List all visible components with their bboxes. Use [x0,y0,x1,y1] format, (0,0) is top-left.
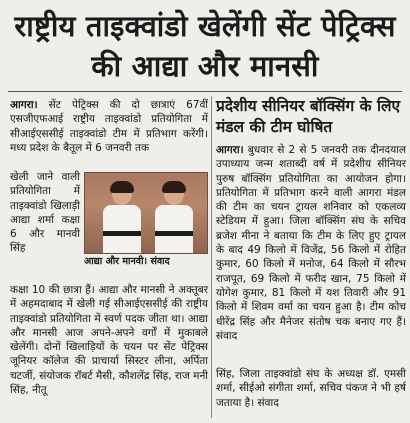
left-dateline: आगरा। [10,99,38,111]
athlete-figure [151,181,197,253]
right-article-body [216,143,406,343]
main-headline: राष्ट्रीय ताइक्वांडो खेलेंगी सेंट पेट्रिक्स की आद्या और मानसी [14,9,396,83]
left-paragraph-bottom: कक्षा 10 की छात्रा हैं। आद्या और मानसी ने अक्तूबर में अहमदाबाद में खेली गई सीआईएससीई की राष्ट्रीय ताइक्वांडो प्रतियोगिता में स्वर्ण पदक जीता था। आद्या और मानसी आज अपने-अपने वर्गों में मुकाबले खेलेंगी। दोनों खिलाड़ियों के चयन पर सेंट पेट्रिक्स जूनियर कॉलेज की प्राचार्या सिस्टर लीना, अर्पिता चटर्जी, संयोजक रॉबर्ट मैसी, कौशलेंद्र सिंह, राज मनी सिंह, नीतू [10,284,208,397]
headline-rule [8,91,402,92]
column-divider [211,96,212,418]
photo-caption: आद्या और मानवी। संवाद [84,256,170,267]
left-paragraph-wrap: खेली जाने वाली प्रतियोगिता में ताइक्वांडो खिलाड़ी आद्या शर्मा कक्षा 6 और मानवी सिंह [10,171,80,255]
right-paragraph-bottom: सिंह, जिला ताइक्वांडो संघ के अध्यक्ष डॉ. एमसी शर्मा, सीईओ संगीता शर्मा, सचिव पंकज ने भी हर्ष जताया है। संवाद [216,368,406,409]
right-paragraph: बुधवार से 2 से 5 जनवरी तक दीनदयाल उपाध्याय जन्म शताब्दी वर्ष में प्रदेशीय सीनियर पुरुष बॉक्सिंग प्रतियोगिता का आयोजन होगा। प्रतियोगिता में प्रतिभाग करने वाली आगरा मंडल की टीम का चयन ट्रायल शनिवार को एकलव्य स्टेडियम में हुआ। जिला बॉक्सिंग संघ के सचिव ब्रजेश मीना ने बताया कि टीम के लिए हुए ट्रायल के बाद 49 किलो में विजेंद्र, 56 किलो में रोहित कुमार, 60 किलो में मनोज, 64 किलो में सौरभ राजपूत, 69 किलो में फरीद खान, 75 किलो में योगेश कुमार, 81 किलो में यश तिवारी और 91 किलो में शिवम वर्मा का चयन हुआ है। टीम कोच धीरेंद्र सिंह और मैनेजर संतोष चक बनाए गए हैं। संवाद [216,144,406,342]
left-paragraph-top: सेंट पेट्रिक्स की दो छात्राएं 67वीं एसजीएफआई राष्ट्रीय ताइक्वांडो प्रतियोगिता में सीआईएससीई ताइक्वांडो टीम में प्रतिभाग करेंगी। मध्य प्रदेश के बैतूल में 6 जनवरी तक [10,99,208,154]
right-headline: प्रदेशीय सीनियर बॉक्सिंग के लिए मंडल की टीम घोषित [216,97,401,136]
left-article-wrap-text [10,170,80,256]
right-column-continuation [216,367,406,410]
right-dateline: आगरा। [216,144,244,156]
left-article-continued [10,283,208,397]
athlete-figure [99,181,145,253]
left-article-intro [10,98,208,155]
athletes-photo [84,172,208,254]
